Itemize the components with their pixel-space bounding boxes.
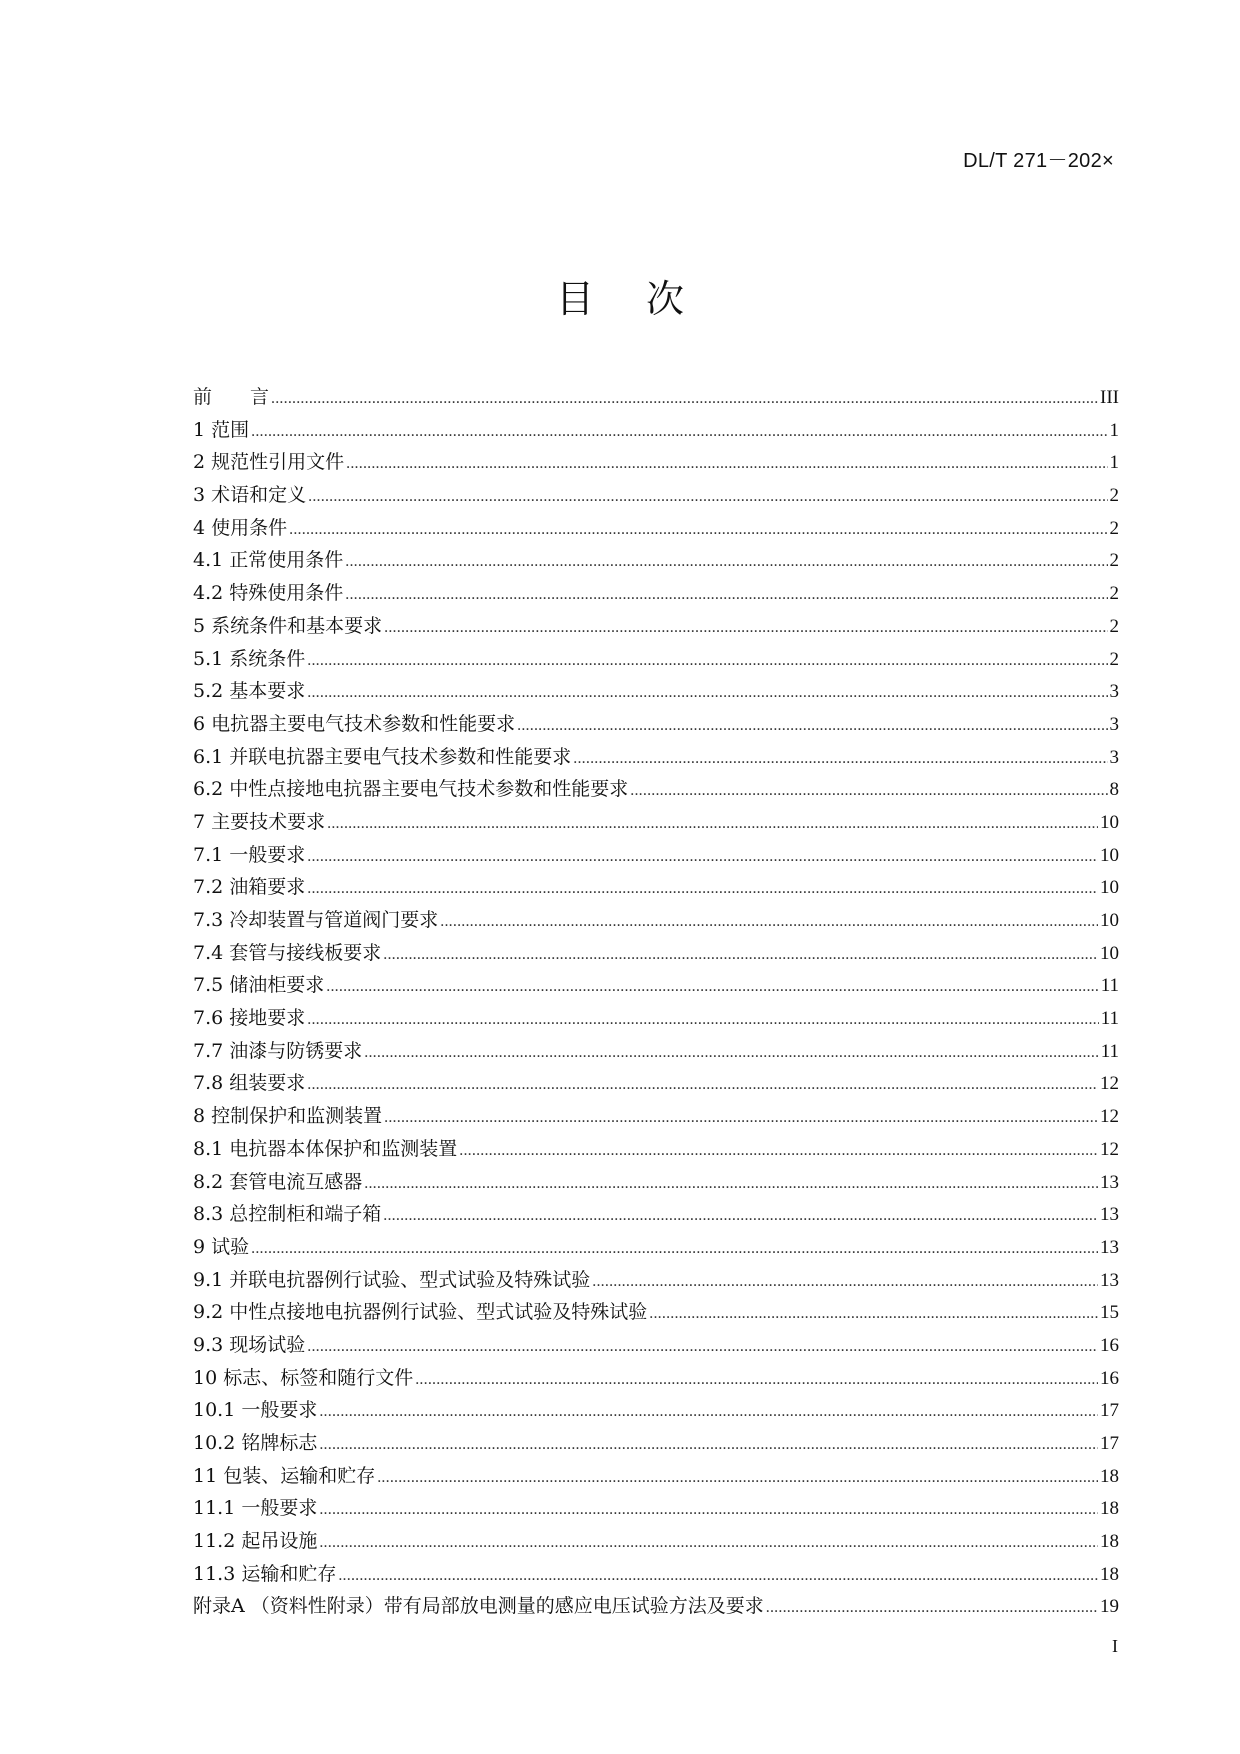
toc-entry-page: 16 (1100, 1367, 1119, 1389)
page-title: 目 次 (555, 277, 705, 321)
toc-entry[interactable] (193, 1101, 1119, 1134)
toc-entry-page: 18 (1100, 1563, 1119, 1585)
table-of-contents (193, 382, 1119, 1624)
toc-entry-page: 2 (1109, 615, 1119, 637)
toc-entry-label: 9 试验 (193, 1235, 250, 1258)
toc-entry[interactable] (193, 578, 1119, 611)
toc-entry-page: 13 (1100, 1171, 1119, 1193)
toc-entry-label: 11 包装、运输和贮存 (193, 1464, 376, 1487)
toc-entry-label: 9.2 中性点接地电抗器例行试验、型式试验及特殊试验 (193, 1301, 648, 1324)
toc-entry-label: 7.4 套管与接线板要求 (193, 941, 382, 964)
toc-entry-page: 10 (1100, 910, 1119, 931)
toc-dot-leader (307, 880, 1098, 898)
toc-entry-page: 2 (1109, 550, 1119, 572)
toc-entry-label: 9.1 并联电抗器例行试验、型式试验及特殊试验 (193, 1268, 591, 1291)
toc-entry[interactable] (193, 1297, 1119, 1330)
toc-dot-leader (319, 1501, 1098, 1519)
toc-entry[interactable] (193, 1068, 1119, 1101)
toc-entry[interactable] (193, 1493, 1119, 1526)
toc-entry-page: 16 (1100, 1334, 1119, 1356)
toc-dot-leader (383, 946, 1098, 964)
toc-entry-label: 8.2 套管电流互感器 (193, 1170, 363, 1193)
toc-dot-leader (319, 1534, 1098, 1552)
toc-entry-label: 7.5 储油柜要求 (193, 974, 325, 997)
toc-dot-leader (251, 1240, 1098, 1258)
toc-dot-leader (517, 717, 1107, 735)
toc-entry-label: 3 术语和定义 (193, 484, 307, 507)
toc-entry-label: 7.6 接地要求 (193, 1007, 306, 1030)
toc-entry[interactable] (193, 1199, 1119, 1232)
toc-entry-label: 7.1 一般要求 (193, 843, 306, 866)
toc-entry[interactable] (193, 1395, 1119, 1428)
toc-entry-label: 4 使用条件 (193, 516, 288, 539)
toc-entry-label: 4.2 特殊使用条件 (193, 582, 344, 605)
toc-entry[interactable] (193, 709, 1119, 742)
toc-entry-page: 15 (1100, 1302, 1119, 1324)
toc-dot-leader (345, 553, 1107, 571)
toc-entry-page: 3 (1109, 681, 1119, 703)
toc-entry[interactable] (193, 938, 1119, 971)
toc-entry-page: 12 (1100, 1138, 1119, 1160)
toc-entry[interactable] (193, 1526, 1119, 1559)
toc-entry[interactable] (193, 807, 1119, 840)
toc-entry-page: 13 (1100, 1236, 1119, 1258)
toc-entry-label: 8 控制保护和监测装置 (193, 1105, 383, 1128)
toc-entry[interactable] (193, 1559, 1119, 1592)
toc-entry-page: 12 (1100, 1106, 1119, 1128)
toc-entry-label: 7 主要技术要求 (193, 810, 326, 833)
toc-entry-label: 5.2 基本要求 (193, 680, 306, 703)
toc-entry-label: 8.1 电抗器本体保护和监测装置 (193, 1137, 458, 1160)
document-number: DL/T 271－202× (963, 150, 1114, 172)
toc-entry-label: 11.3 运输和贮存 (193, 1562, 337, 1585)
toc-entry-page: 13 (1100, 1204, 1119, 1226)
toc-entry-label: 7.8 组装要求 (193, 1072, 306, 1095)
toc-entry-page: 18 (1100, 1498, 1119, 1520)
toc-entry[interactable] (193, 415, 1119, 448)
toc-dot-leader (440, 913, 1098, 931)
toc-entry-page: 10 (1100, 811, 1119, 833)
toc-entry[interactable] (193, 1461, 1119, 1494)
toc-dot-leader (271, 390, 1098, 408)
toc-dot-leader (338, 1567, 1098, 1585)
toc-entry[interactable] (193, 774, 1119, 807)
toc-entry-page: 2 (1109, 517, 1119, 539)
toc-entry-label: 10 标志、标签和随行文件 (193, 1366, 414, 1389)
toc-entry-page: 3 (1109, 746, 1119, 768)
toc-dot-leader (383, 1207, 1098, 1225)
toc-entry[interactable] (193, 1591, 1119, 1624)
toc-entry[interactable] (193, 676, 1119, 709)
toc-entry-label: 11.1 一般要求 (193, 1497, 318, 1520)
toc-entry-page: 18 (1100, 1465, 1119, 1487)
toc-dot-leader (573, 750, 1107, 768)
toc-dot-leader (364, 1044, 1098, 1062)
toc-entry-label: 4.1 正常使用条件 (193, 549, 344, 572)
toc-dot-leader (346, 455, 1107, 473)
toc-entry-page: 8 (1109, 779, 1119, 801)
toc-entry-page: 11 (1100, 1040, 1119, 1062)
toc-entry[interactable] (193, 382, 1119, 415)
toc-dot-leader (251, 423, 1107, 441)
toc-entry-page: 3 (1109, 713, 1119, 735)
toc-entry-label: 5.1 系统条件 (193, 647, 306, 670)
toc-dot-leader (384, 619, 1107, 637)
toc-entry[interactable] (193, 1363, 1119, 1396)
toc-entry-label: 附录A （资料性附录）带有局部放电测量的感应电压试验方法及要求 (193, 1595, 764, 1618)
toc-entry-label: 7.3 冷却装置与管道阀门要求 (193, 909, 439, 931)
toc-entry-page: 13 (1100, 1269, 1119, 1291)
toc-entry-page: 17 (1100, 1433, 1119, 1454)
toc-dot-leader (384, 1109, 1098, 1127)
toc-dot-leader (319, 1403, 1098, 1421)
toc-dot-leader (459, 1142, 1098, 1160)
toc-entry-page: 11 (1100, 1008, 1119, 1030)
toc-entry[interactable] (193, 480, 1119, 513)
toc-entry-label: 10.2 铭牌标志 (193, 1432, 318, 1454)
toc-entry-page: 18 (1100, 1531, 1119, 1553)
toc-dot-leader (364, 1175, 1098, 1193)
toc-entry-label: 11.2 起吊设施 (193, 1530, 318, 1553)
toc-entry-label: 7.2 油箱要求 (193, 876, 306, 899)
toc-entry-label: 前 言 (193, 386, 270, 408)
toc-entry-page: 19 (1100, 1596, 1119, 1618)
toc-entry[interactable] (193, 545, 1119, 578)
toc-dot-leader (327, 815, 1098, 833)
toc-entry-page: 1 (1109, 419, 1119, 441)
toc-dot-leader (592, 1273, 1098, 1291)
toc-entry-page: III (1100, 387, 1119, 408)
toc-entry-label: 5 系统条件和基本要求 (193, 614, 383, 637)
toc-entry[interactable] (193, 1003, 1119, 1036)
toc-entry-page: 2 (1109, 583, 1119, 605)
toc-entry-label: 6.1 并联电抗器主要电气技术参数和性能要求 (193, 745, 572, 768)
toc-entry[interactable] (193, 1167, 1119, 1200)
toc-entry[interactable] (193, 840, 1119, 873)
toc-dot-leader (308, 488, 1107, 506)
toc-entry[interactable] (193, 1428, 1119, 1461)
toc-entry-label: 9.3 现场试验 (193, 1333, 306, 1356)
toc-entry-label: 6.2 中性点接地电抗器主要电气技术参数和性能要求 (193, 778, 629, 801)
toc-entry[interactable] (193, 1036, 1119, 1069)
toc-dot-leader (307, 684, 1107, 702)
toc-entry[interactable] (193, 644, 1119, 677)
toc-dot-leader (630, 782, 1107, 800)
toc-dot-leader (415, 1371, 1098, 1389)
toc-entry[interactable] (193, 447, 1119, 480)
toc-entry[interactable] (193, 1134, 1119, 1167)
toc-dot-leader (766, 1599, 1098, 1617)
toc-entry[interactable] (193, 611, 1119, 644)
toc-entry-page: 2 (1109, 485, 1119, 507)
toc-entry-page: 10 (1100, 877, 1119, 899)
toc-entry[interactable] (193, 1330, 1119, 1363)
toc-entry-page: 1 (1109, 452, 1119, 474)
toc-dot-leader (319, 1436, 1098, 1454)
toc-entry-page: 11 (1100, 975, 1119, 997)
page-number: I (1112, 1636, 1118, 1656)
toc-entry[interactable] (193, 742, 1119, 775)
toc-entry-page: 2 (1109, 648, 1119, 670)
toc-entry[interactable] (193, 1265, 1119, 1298)
toc-entry-page: 12 (1100, 1073, 1119, 1095)
toc-entry[interactable] (193, 872, 1119, 905)
toc-entry-page: 17 (1100, 1400, 1119, 1422)
toc-dot-leader (307, 848, 1098, 866)
toc-dot-leader (326, 978, 1098, 996)
toc-entry-label: 1 范围 (193, 418, 250, 441)
toc-entry[interactable] (193, 970, 1119, 1003)
toc-entry-label: 2 规范性引用文件 (193, 451, 345, 474)
toc-dot-leader (289, 521, 1107, 539)
toc-dot-leader (377, 1469, 1098, 1487)
toc-dot-leader (649, 1305, 1098, 1323)
toc-dot-leader (307, 1338, 1098, 1356)
toc-dot-leader (345, 586, 1107, 604)
toc-entry[interactable] (193, 1232, 1119, 1265)
toc-dot-leader (307, 1076, 1098, 1094)
toc-entry-page: 10 (1100, 844, 1119, 866)
toc-entry-label: 8.3 总控制柜和端子箱 (193, 1203, 382, 1226)
toc-entry-label: 6 电抗器主要电气技术参数和性能要求 (193, 712, 516, 735)
toc-entry[interactable] (193, 513, 1119, 546)
toc-entry[interactable] (193, 905, 1119, 938)
toc-dot-leader (307, 652, 1107, 670)
toc-entry-label: 10.1 一般要求 (193, 1399, 318, 1422)
toc-entry-page: 10 (1100, 942, 1119, 964)
toc-dot-leader (307, 1011, 1098, 1029)
toc-entry-label: 7.7 油漆与防锈要求 (193, 1039, 363, 1062)
